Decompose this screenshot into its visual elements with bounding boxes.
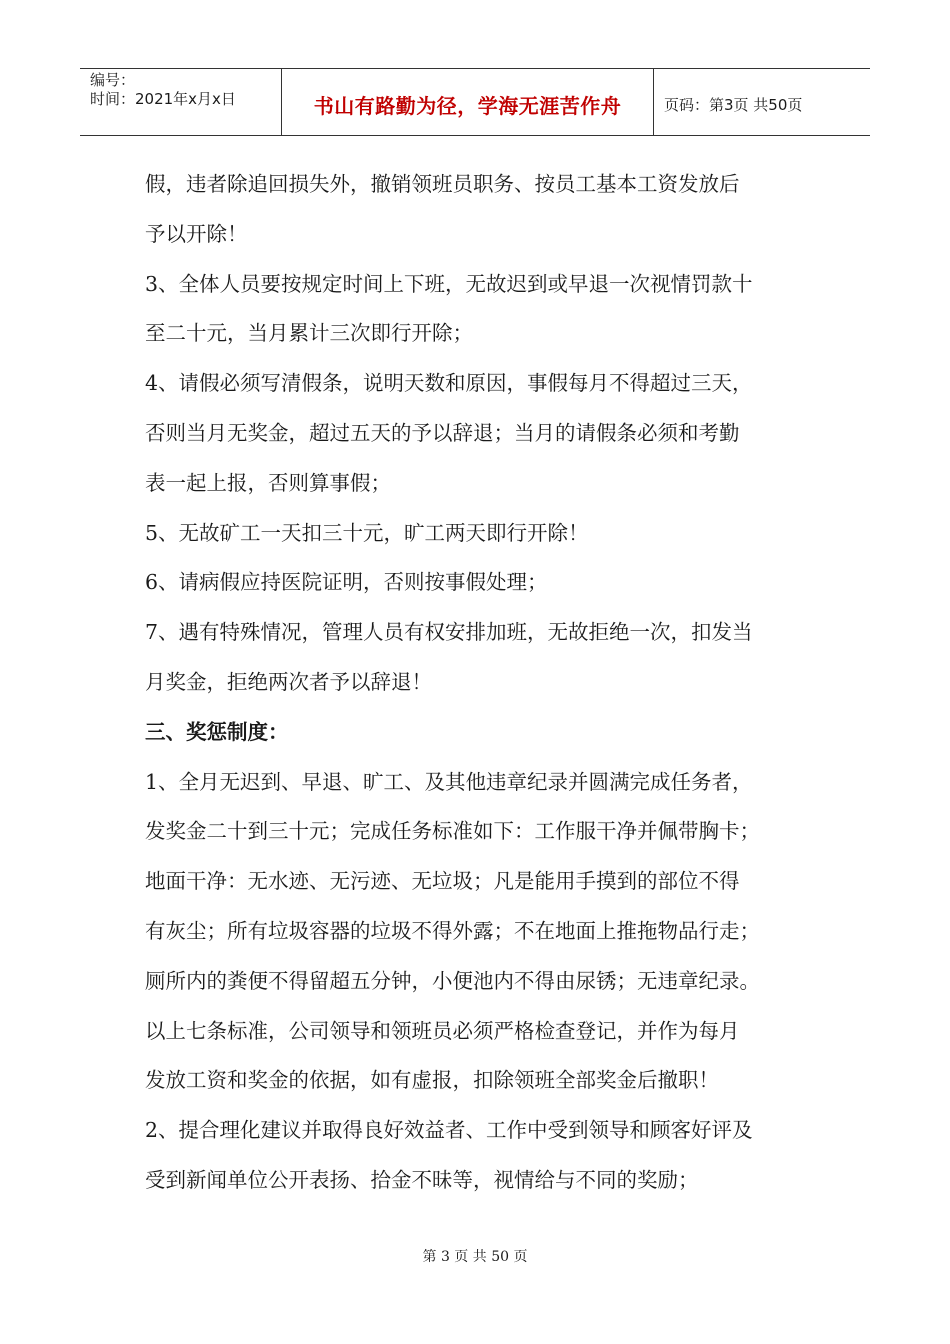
body-line: 5、无故矿工一天扣三十元，旷工两天即行开除！ xyxy=(145,520,589,545)
body-line: 3、全体人员要按规定时间上下班，无故迟到或早退一次视情罚款十 xyxy=(145,271,753,296)
document-date-label: 时间：2021年x月x日 xyxy=(90,90,236,108)
header-motto-cell xyxy=(282,69,654,135)
document-body xyxy=(145,160,815,1206)
body-line: 表一起上报，否则算事假； xyxy=(145,470,391,495)
section-heading: 三、奖惩制度： xyxy=(145,719,289,744)
body-line: 否则当月无奖金，超过五天的予以辞退；当月的请假条必须和考勤 xyxy=(145,420,740,445)
header-meta-cell xyxy=(80,69,282,135)
body-line: 7、遇有特殊情况，管理人员有权安排加班，无故拒绝一次，扣发当 xyxy=(145,620,753,645)
body-line: 假，违者除追回损失外，撤销领班员职务、按员工基本工资发放后 xyxy=(145,172,740,196)
header-page-info: 页码：第3页 共50页 xyxy=(664,95,803,114)
document-header xyxy=(80,68,870,136)
body-line: 1、全月无迟到、早退、旷工、及其他违章纪录并圆满完成任务者， xyxy=(145,769,753,794)
header-motto: 书山有路勤为径，学海无涯苦作舟 xyxy=(313,93,622,118)
body-line: 2、提合理化建议并取得良好效益者、工作中受到领导和顾客好评及 xyxy=(145,1118,753,1143)
body-line: 发奖金二十到三十元；完成任务标准如下：工作服干净并佩带胸卡； xyxy=(145,819,760,844)
body-line: 厕所内的粪便不得留超五分钟，小便池内不得由尿锈；无违章纪录。 xyxy=(145,968,760,993)
body-line: 受到新闻单位公开表扬、拾金不昧等，视情给与不同的奖励； xyxy=(145,1167,699,1192)
body-line: 6、请病假应持医院证明，否则按事假处理； xyxy=(145,570,548,595)
body-line: 地面干净：无水迹、无污迹、无垃圾；凡是能用手摸到的部位不得 xyxy=(145,869,740,894)
body-line: 发放工资和奖金的依据，如有虚报，扣除领班全部奖金后撤职！ xyxy=(145,1068,719,1093)
body-line: 月奖金，拒绝两次者予以辞退！ xyxy=(145,669,432,694)
body-line: 以上七条标准，公司领导和领班员必须严格检查登记，并作为每月 xyxy=(145,1018,740,1043)
page-footer: 第 3 页 共 50 页 xyxy=(422,1249,528,1265)
body-line: 至二十元，当月累计三次即行开除； xyxy=(145,321,473,346)
document-number-label: 编号： xyxy=(90,71,136,89)
body-line: 4、请假必须写清假条，说明天数和原因，事假每月不得超过三天， xyxy=(145,371,753,396)
header-page-cell xyxy=(654,69,870,135)
body-line: 予以开除！ xyxy=(145,221,248,246)
body-line: 有灰尘；所有垃圾容器的垃圾不得外露；不在地面上推拖物品行走； xyxy=(145,918,760,943)
